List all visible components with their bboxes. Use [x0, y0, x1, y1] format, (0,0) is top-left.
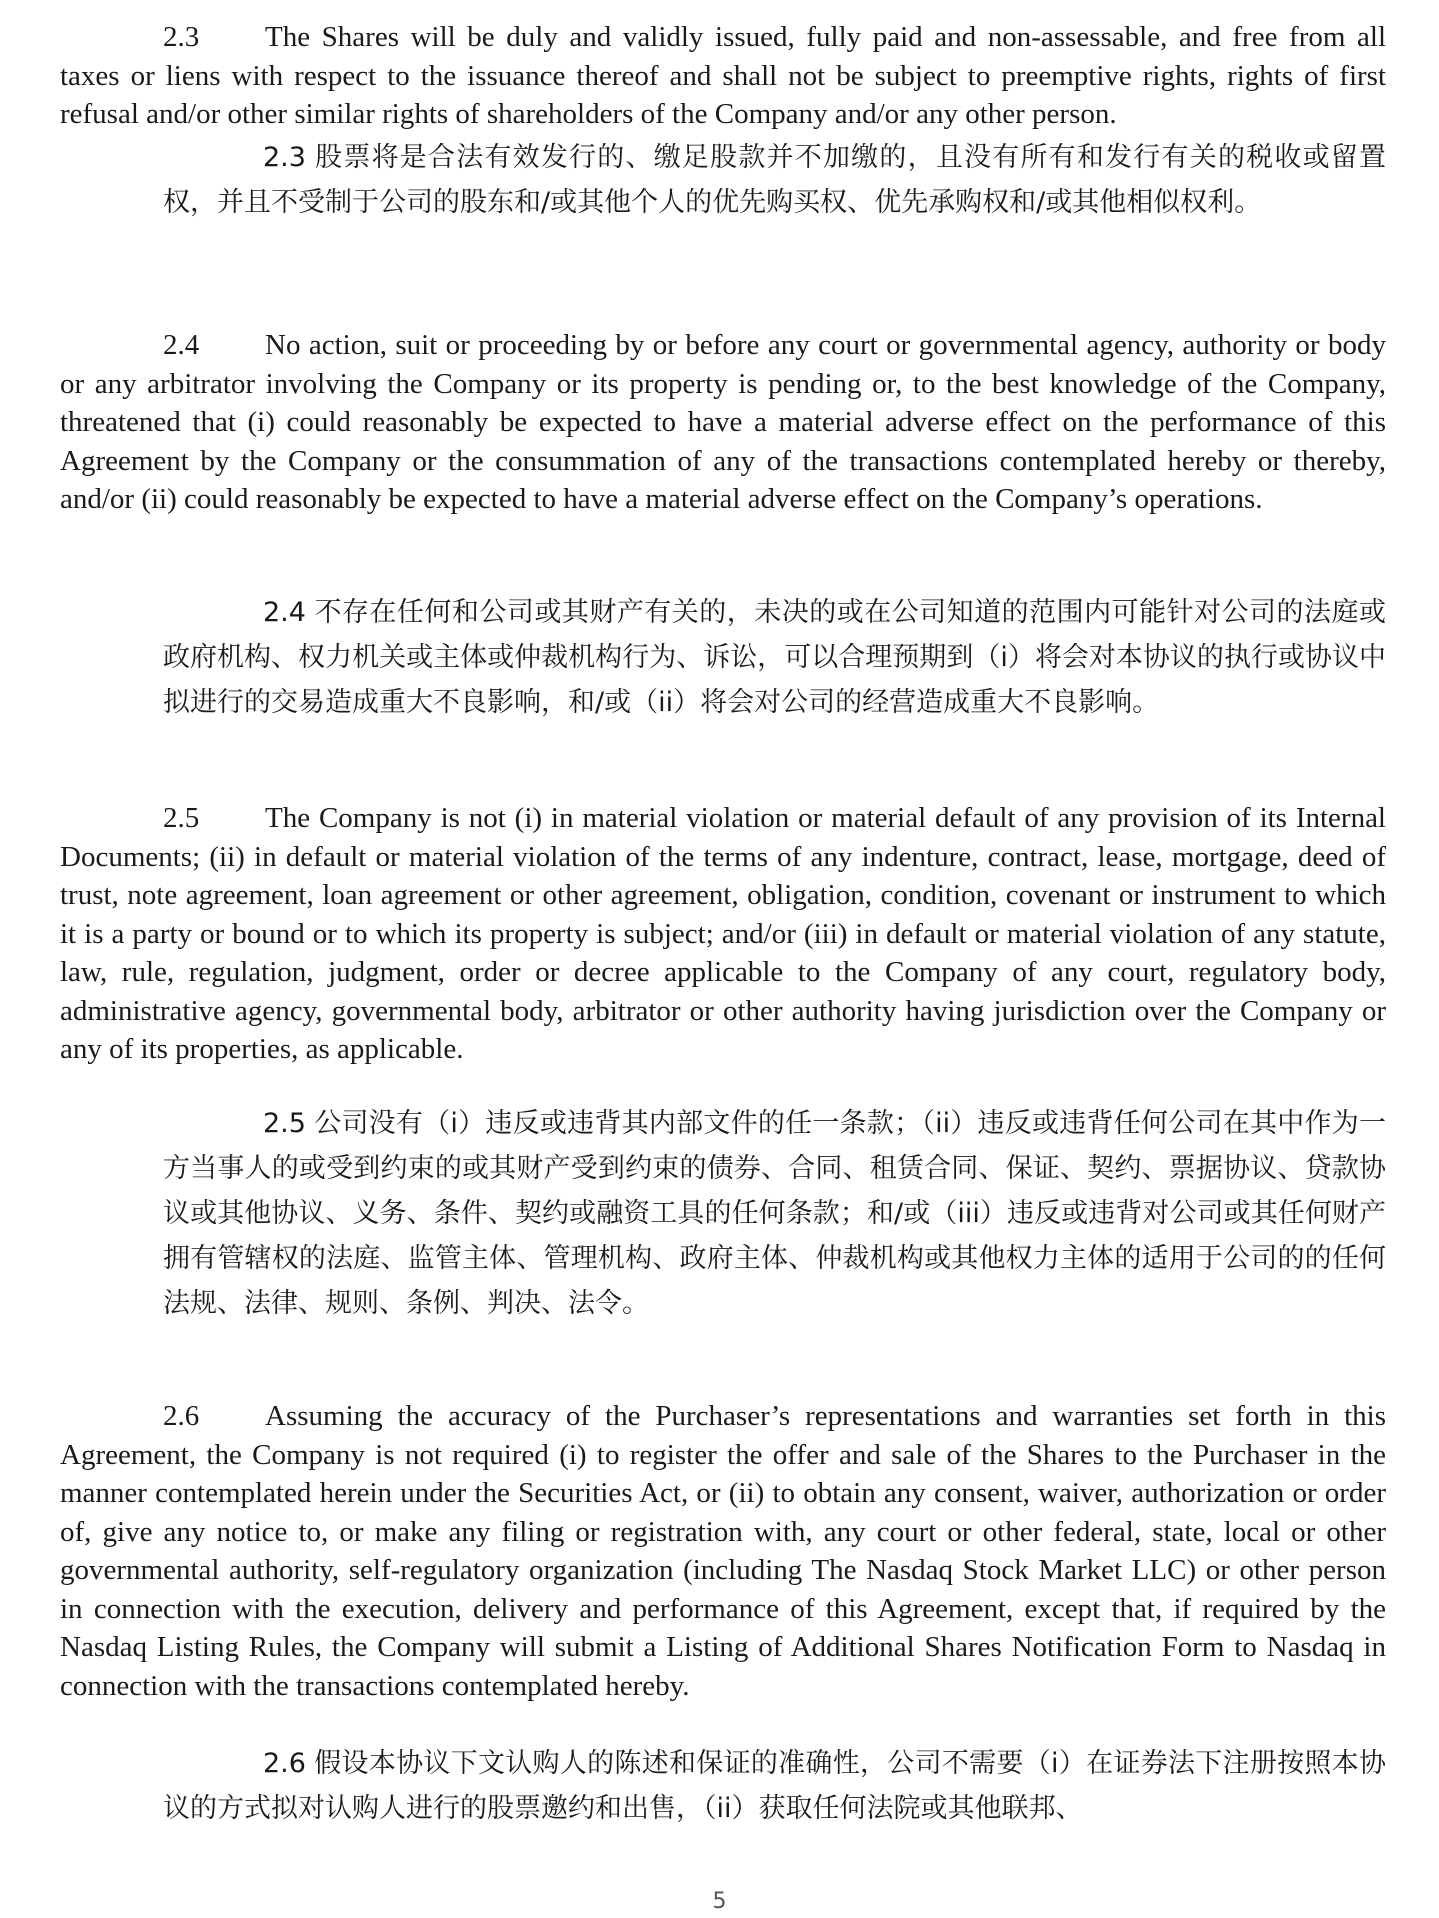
- section-2-5-chinese: [163, 1101, 1386, 1326]
- section-text: Assuming the accuracy of the Purchaser’s representations and warranties set forth in this Agreement, the Company is not required (i) to register the offer and sale of the Shares to the Purchaser in the manner contemplated herein under the Securities Act, or (ii) to obtain any consent, waiver, authorization or order of, give any notice to, or make any filing or registration with, any court or other federal, state, local or other governmental authority, self-regulatory organization (including The Nasdaq Stock Market LLC) or other person in connection with the execution, delivery and performance of this Agreement, except that, if required by the Nasdaq Listing Rules, the Company will submit a Listing of Additional Shares Notification Form to Nasdaq in connection with the transactions contemplated hereby.: [60, 1400, 1386, 1702]
- section-number: 2.3: [263, 142, 306, 173]
- section-text: 假设本协议下文认购人的陈述和保证的准确性，公司不需要（i）在证券法下注册按照本协议的方式拟对认购人进行的股票邀约和出售，（ii）获取任何法院或其他联邦、: [163, 1748, 1386, 1824]
- section-2-6-chinese: [163, 1741, 1386, 1831]
- section-2-4-chinese: [163, 590, 1386, 725]
- section-number: 2.4: [263, 597, 306, 628]
- section-2-4-english: [60, 326, 1386, 519]
- section-2-3-chinese: [163, 135, 1386, 225]
- section-number: 2.4: [163, 329, 200, 361]
- section-number: 2.6: [263, 1748, 306, 1779]
- section-2-5-english: [60, 799, 1386, 1069]
- section-text: No action, suit or proceeding by or before any court or governmental agency, authority or body or any arbitrator involving the Company or its property is pending or, to the best knowledge of the Company, threatened that (i) could reasonably be expected to have a material adverse effect on the performance of this Agreement by the Company or the consummation of any of the transactions contemplated hereby or thereby, and/or (ii) could reasonably be expected to have a material adverse effect on the Company’s operations.: [60, 329, 1386, 515]
- section-text: The Company is not (i) in material violation or material default of any provision of its Internal Documents; (ii) in default or material violation of the terms of any indenture, contract, lease, mortgage, deed of trust, note agreement, loan agreement or other agreement, obligation, condition, covenant or instrument to which it is a party or bound or to which its property is subject; and/or (iii) in default or material violation of any statute, law, rule, regulation, judgment, order or decree applicable to the Company of any court, regulatory body, administrative agency, governmental body, arbitrator or other authority having jurisdiction over the Company or any of its properties, as applicable.: [60, 802, 1386, 1065]
- section-text: 公司没有（i）违反或违背其内部文件的任一条款；（ii）违反或违背任何公司在其中作为一方当事人的或受到约束的或其财产受到约束的债券、合同、租赁合同、保证、契约、票据协议、贷款协议或其他协议、义务、条件、契约或融资工具的任何条款；和/或（iii）违反或违背对公司或其任何财产拥有管辖权的法庭、监管主体、管理机构、政府主体、仲裁机构或其他权力主体的适用于公司的的任何法规、法律、规则、条例、判决、法令。: [163, 1108, 1386, 1319]
- section-number: 2.5: [263, 1108, 306, 1139]
- page-number: 5: [712, 1889, 727, 1914]
- section-2-3-english: [60, 18, 1386, 134]
- section-number: 2.6: [163, 1400, 200, 1432]
- section-text: 不存在任何和公司或其财产有关的，未决的或在公司知道的范围内可能针对公司的法庭或政府机构、权力机关或主体或仲裁机构行为、诉讼，可以合理预期到（i）将会对本协议的执行或协议中拟进行的交易造成重大不良影响，和/或（ii）将会对公司的经营造成重大不良影响。: [163, 597, 1386, 718]
- section-text: 股票将是合法有效发行的、缴足股款并不加缴的，且没有所有和发行有关的税收或留置权，并且不受制于公司的股东和/或其他个人的优先购买权、优先承购权和/或其他相似权利。: [163, 142, 1386, 218]
- section-number: 2.5: [163, 802, 200, 834]
- section-text: The Shares will be duly and validly issued, fully paid and non-assessable, and free from all taxes or liens with respect to the issuance thereof and shall not be subject to preemptive rights, rights of first refusal and/or other similar rights of shareholders of the Company and/or any other person.: [60, 21, 1386, 130]
- section-2-6-english: [60, 1397, 1386, 1705]
- section-number: 2.3: [163, 21, 200, 53]
